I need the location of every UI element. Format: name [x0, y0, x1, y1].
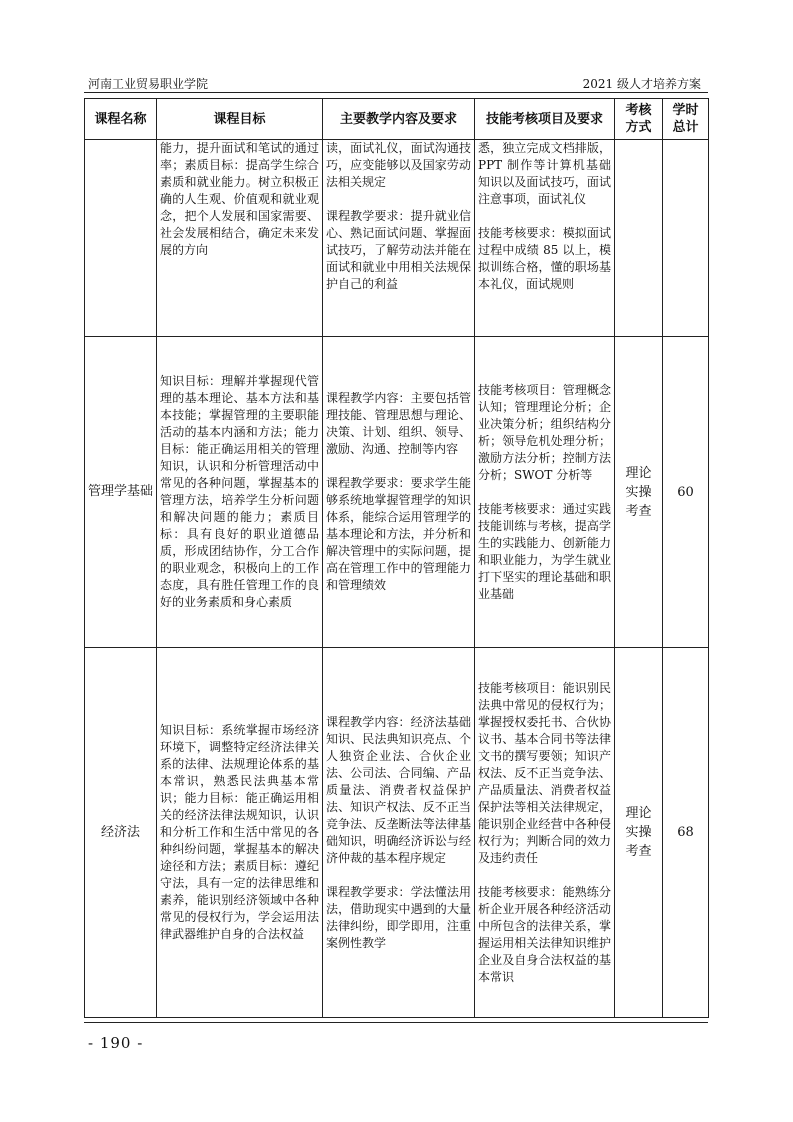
skills-paragraph: 技能考核要求：能熟练分析企业开展各种经济活动中所包含的法律关系，掌握运用相关法律知识维护企业及自身合法权益的基本常识 [478, 884, 611, 984]
col-header-hours [663, 99, 709, 140]
skills-paragraph: 技能考核项目：能识别民法典中常见的侵权行为；掌握授权委托书、合伙协议书、基本合同书等法律文书的撰写要领；知识产权法、反不正当竞争法、产品质量法、消费者权益保护法等相关法律规定，能识别企业经营中各种侵权行为；判断合同的效力及违约责任 [478, 680, 611, 865]
header-institution: 河南工业贸易职业学院 [88, 77, 209, 91]
col-header-skills: 技能考核项目及要求 [475, 99, 615, 140]
curriculum-table [84, 98, 709, 1018]
skills-paragraph: 技能考核要求：模拟面试过程中成绩 85 以上，模拟训练合格，懂的职场基本礼仪，面试规则 [478, 226, 611, 291]
header-plan: 2021 级人才培养方案 [582, 77, 701, 91]
table-header-row [85, 99, 709, 140]
skills-paragraph: 技能考核项目：管理概念认知；管理理论分析；企业决策分析；组织结构分析；领导危机处理分析；激励方法分析；控制方法分析；SWOT 分析等 [478, 382, 611, 482]
col-header-assessment [615, 99, 663, 140]
content-paragraph: 课程教学内容：主要包括管理技能、管理思想与理论、决策、计划、组织、领导、激励、沟通、控制等内容 [326, 391, 471, 456]
assessment-cell: 理论 实操 考查 [615, 648, 663, 1018]
footer-divider [84, 1022, 708, 1023]
course-name-cell: 管理学基础 [85, 337, 157, 648]
content-cell [323, 140, 475, 337]
skills-cell [475, 648, 615, 1018]
hours-cell [663, 140, 709, 337]
assessment-cell [615, 140, 663, 337]
content-paragraph: 课程教学要求：提升就业信心、熟记面试问题、掌握面试技巧，了解劳动法并能在面试和就业中用相关法规保护自己的利益 [326, 209, 471, 291]
course-name-cell [85, 140, 157, 337]
col-header-course-goal: 课程目标 [157, 99, 323, 140]
content-paragraph: 课程教学要求：要求学生能够系统地掌握管理学的知识体系，能综合运用管理学的基本理论和方法，并分析和解决管理中的实际问题，提高在管理工作中的管理能力和管理绩效 [326, 476, 471, 592]
col-header-hours-text: 学时总计 [672, 103, 699, 135]
skills-paragraph: 技能考核要求：通过实践技能训练与考核，提高学生的实践能力、创新能力和职业能力，为学生就业打下坚实的理论基础和职业基础 [478, 501, 611, 601]
content-paragraph: 课程教学内容：经济法基础知识、民法典知识亮点、个人独资企业法、合伙企业法、公司法、合同编、产品质量法、消费者权益保护法、知识产权法、反不正当竞争法、反垄断法等法律基础知识，明确经济诉讼与经济仲裁的基本程序规定 [326, 714, 471, 865]
course-goal-cell: 能力，提升面试和笔试的通过率；素质目标：提高学生综合素质和就业能力。树立积极正确的人生观、价值观和就业观念，把个人发展和国家需要、社会发展相结合，确定未来发展的方向 [157, 140, 323, 337]
hours-cell: 60 [663, 337, 709, 648]
page-number: - 190 - [88, 1034, 144, 1052]
course-goal-cell: 知识目标：理解并掌握现代管理的基本理论、基本方法和基本技能；掌握管理的主要职能活动的基本内涵和方法；能力目标：能正确运用相关的管理知识，认识和分析管理活动中常见的各种问题，掌握基本的管理方法，培养学生分析问题和解决问题的能力；素质目标：具有良好的职业道德品质，形成团结协作，分工合作的职业观念，积极向上的工作态度，具有胜任管理工作的良好的业务素质和身心素质 [157, 337, 323, 648]
course-name-cell: 经济法 [85, 648, 157, 1018]
header-divider [84, 92, 708, 93]
skills-cell [475, 140, 615, 337]
content-cell [323, 648, 475, 1018]
skills-cell [475, 337, 615, 648]
content-paragraph: 课程教学要求：学法懂法用法，借助现实中遇到的大量法律纠纷，即学即用，注重案例性教学 [326, 884, 471, 950]
skills-paragraph: 悉，独立完成文档排版，PPT 制作等计算机基础知识以及面试技巧，面试注意事项，面试礼仪 [478, 141, 611, 206]
content-cell [323, 337, 475, 648]
table-row [85, 648, 709, 1018]
col-header-course-name: 课程名称 [85, 99, 157, 140]
col-header-assessment-text: 考核方式 [625, 103, 652, 135]
table-row [85, 140, 709, 337]
course-goal-cell: 知识目标：系统掌握市场经济环境下，调整特定经济法律关系的法律、法规理论体系的基本常识，熟悉民法典基本常识；能力目标：能正确运用相关的经济法律法规知识，认识和分析工作和生活中常见的各种纠纷问题，掌握基本的解决途径和方法；素质目标：遵纪守法，具有一定的法律思维和素养，能识别经济领域中各种常见的侵权行为，学会运用法律武器维护自身的合法权益 [157, 648, 323, 1018]
col-header-content: 主要教学内容及要求 [323, 99, 475, 140]
assessment-cell: 理论 实操 考查 [615, 337, 663, 648]
table-row [85, 337, 709, 648]
content-paragraph: 读，面试礼仪，面试沟通技巧，应变能够以及国家劳动法相关规定 [326, 141, 471, 189]
hours-cell: 68 [663, 648, 709, 1018]
